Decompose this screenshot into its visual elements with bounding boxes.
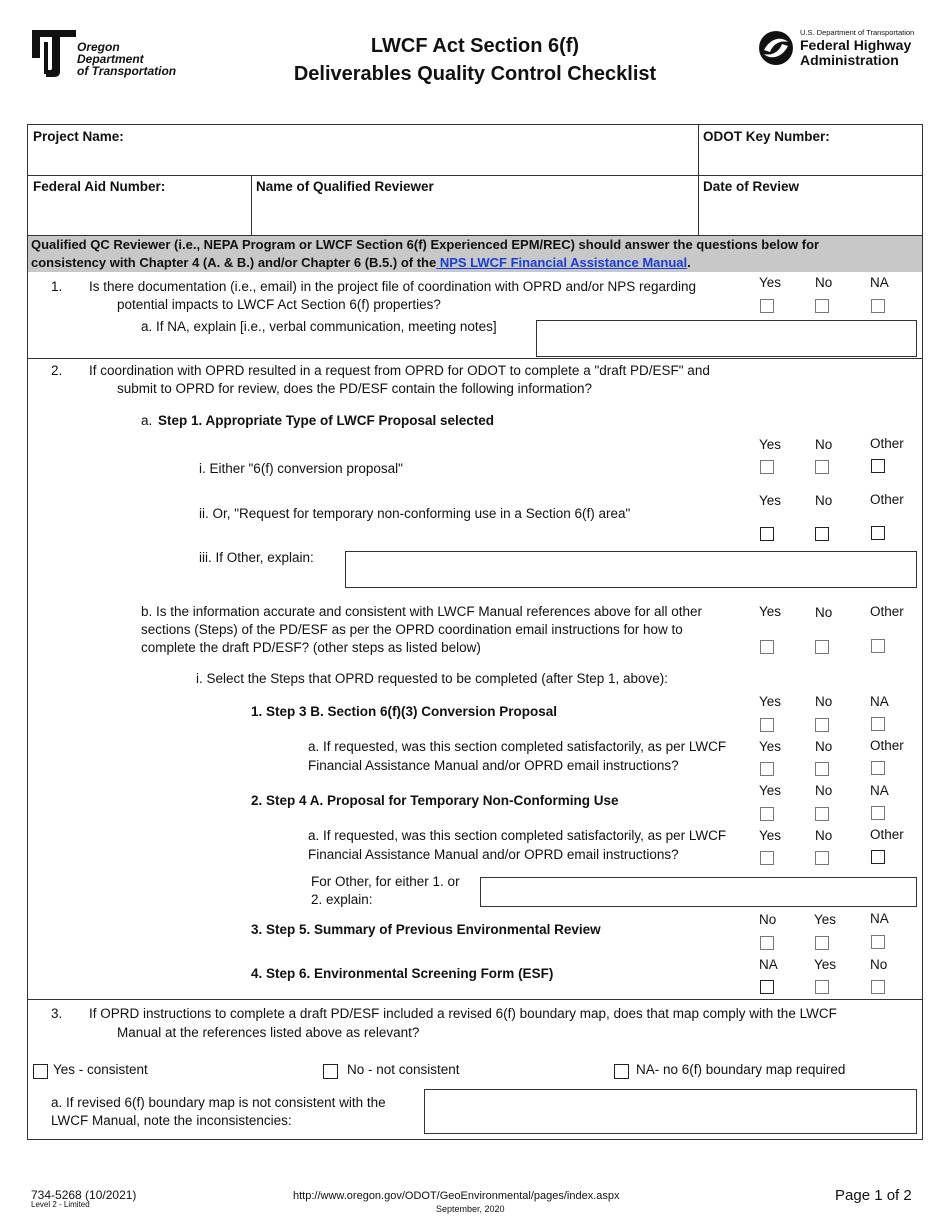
q2a-ii-other-checkbox[interactable] xyxy=(871,526,885,540)
step1-no-checkbox[interactable] xyxy=(815,718,829,732)
q2a-prefix: a. xyxy=(141,413,153,428)
federal-aid-label: Federal Aid Number: xyxy=(33,179,166,194)
q2a-ii-other-label: Other xyxy=(870,492,904,507)
q2a-ii-no-checkbox[interactable] xyxy=(815,527,829,541)
step3-no-checkbox[interactable] xyxy=(760,936,774,950)
q1-number: 1. xyxy=(51,279,63,294)
step2-a-no-label: No xyxy=(815,828,833,843)
step4-yes-label: Yes xyxy=(814,957,837,972)
step1-a-other-label: Other xyxy=(870,738,904,753)
fhwa-line2: Administration xyxy=(800,52,899,68)
q2b-yes-checkbox[interactable] xyxy=(760,640,774,654)
fhwa-small: U.S. Department of Transportation xyxy=(800,28,915,37)
q1-yes-checkbox[interactable] xyxy=(760,299,774,313)
row-divider xyxy=(27,999,923,1000)
q1-na-label: NA xyxy=(870,275,889,290)
q2b-other-label: Other xyxy=(870,604,904,619)
odot-logo-line3: of Transportation xyxy=(77,64,177,78)
step4-na-checkbox[interactable] xyxy=(760,980,774,994)
odot-key-label: ODOT Key Number: xyxy=(703,129,830,144)
q2b-no-label: No xyxy=(815,605,833,620)
step2-a-line1: a. If requested, was this section completed satisfactorily, as per LWCF xyxy=(308,828,727,843)
row-divider xyxy=(27,358,923,359)
step1-a-no-checkbox[interactable] xyxy=(815,762,829,776)
step1-no-label: No xyxy=(815,694,833,709)
step2-na-checkbox[interactable] xyxy=(871,806,885,820)
q2a-i-yes-label: Yes xyxy=(759,437,782,452)
q3-yes-checkbox[interactable] xyxy=(33,1064,48,1079)
q3-no-checkbox[interactable] xyxy=(323,1064,338,1079)
q3-number: 3. xyxy=(51,1006,63,1021)
footer-url: http://www.oregon.gov/ODOT/GeoEnvironmental/pages/index.aspx xyxy=(293,1190,620,1202)
col-divider xyxy=(251,175,252,235)
q2b-text-line1: b. Is the information accurate and consistent with LWCF Manual references above for all other xyxy=(141,604,703,619)
q1-yes-label: Yes xyxy=(759,275,782,290)
page-title-line2: Deliverables Quality Control Checklist xyxy=(293,63,657,85)
q3-a-line2: LWCF Manual, note the inconsistencies: xyxy=(51,1113,292,1128)
step1-yes-label: Yes xyxy=(759,694,782,709)
q2a-i-no-checkbox[interactable] xyxy=(815,460,829,474)
step1-a-yes-label: Yes xyxy=(759,739,782,754)
q3-a-line1: a. If revised 6(f) boundary map is not consistent with the xyxy=(51,1095,386,1110)
q2-number: 2. xyxy=(51,363,63,378)
step2-title: 2. Step 4 A. Proposal for Temporary Non-Conforming Use xyxy=(251,793,619,808)
step2-a-other-checkbox[interactable] xyxy=(871,850,885,864)
step1-yes-checkbox[interactable] xyxy=(760,718,774,732)
instruction-line2-end: . xyxy=(687,255,691,270)
q1-no-checkbox[interactable] xyxy=(815,299,829,313)
q2b-other-checkbox[interactable] xyxy=(871,639,885,653)
q3-na-checkbox[interactable] xyxy=(614,1064,629,1079)
q2-text-line2: submit to OPRD for review, does the PD/ESF contain the following information? xyxy=(117,381,592,396)
other-explain-line1: For Other, for either 1. or xyxy=(311,874,460,889)
step4-title: 4. Step 6. Environmental Screening Form (ESF) xyxy=(251,966,554,981)
q2b-i-text: i. Select the Steps that OPRD requested to be completed (after Step 1, above): xyxy=(196,671,669,686)
instruction-line2-text: consistency with Chapter 4 (A. & B.) and/or Chapter 6 (B.5.) of the xyxy=(31,255,437,270)
step4-na-label: NA xyxy=(759,957,778,972)
q1-a-label: a. If NA, explain [i.e., verbal communication, meeting notes] xyxy=(141,319,497,334)
q2b-text-line3: complete the draft PD/ESF? (other steps as listed below) xyxy=(141,640,481,655)
instruction-line2 xyxy=(31,255,691,271)
q2a-iii-text: iii. If Other, explain: xyxy=(199,550,314,565)
step3-na-label: NA xyxy=(870,911,889,926)
q3-no-label: No - not consistent xyxy=(347,1062,460,1077)
step2-no-label: No xyxy=(815,783,833,798)
q2a-title: Step 1. Appropriate Type of LWCF Proposal selected xyxy=(158,413,495,428)
step1-a-yes-checkbox[interactable] xyxy=(760,762,774,776)
q2b-no-checkbox[interactable] xyxy=(815,640,829,654)
q1-no-label: No xyxy=(815,275,833,290)
page-number: Page 1 of 2 xyxy=(835,1187,912,1204)
page-title-line1: LWCF Act Section 6(f) xyxy=(370,35,580,57)
q2a-ii-yes-label: Yes xyxy=(759,493,782,508)
step4-no-label: No xyxy=(870,957,888,972)
step4-no-checkbox[interactable] xyxy=(871,980,885,994)
col-divider xyxy=(698,124,699,235)
q2b-text-line2: sections (Steps) of the PD/ESF as per the OPRD coordination email instructions for how to xyxy=(141,622,683,637)
odot-logo-line1: Oregon xyxy=(77,40,120,54)
step2-a-line2: Financial Assistance Manual and/or OPRD email instructions? xyxy=(308,847,679,862)
q2a-i-yes-checkbox[interactable] xyxy=(760,460,774,474)
step2-yes-checkbox[interactable] xyxy=(760,807,774,821)
q3-inconsistencies-field[interactable] xyxy=(424,1089,917,1134)
odot-logo-line2: Department xyxy=(77,52,144,66)
q2a-i-other-checkbox[interactable] xyxy=(871,459,885,473)
step1-a-line2: Financial Assistance Manual and/or OPRD email instructions? xyxy=(308,758,679,773)
step1-a-other-checkbox[interactable] xyxy=(871,761,885,775)
step3-no-label: No xyxy=(759,912,777,927)
step1-a-no-label: No xyxy=(815,739,833,754)
step2-a-no-checkbox[interactable] xyxy=(815,851,829,865)
fhwa-logo-mark-icon xyxy=(758,30,794,66)
fhwa-logo xyxy=(758,28,923,70)
step1-a-line1: a. If requested, was this section completed satisfactorily, as per LWCF xyxy=(308,739,727,754)
row-divider xyxy=(27,175,923,176)
step2-yes-label: Yes xyxy=(759,783,782,798)
reviewer-label: Name of Qualified Reviewer xyxy=(256,179,434,194)
q2a-i-no-label: No xyxy=(815,437,833,452)
step1-na-label: NA xyxy=(870,694,889,709)
other-explain-line2: 2. explain: xyxy=(311,892,373,907)
q2a-iii-explain-field[interactable] xyxy=(345,551,917,588)
step2-no-checkbox[interactable] xyxy=(815,807,829,821)
step1-na-checkbox[interactable] xyxy=(871,717,885,731)
step3-title: 3. Step 5. Summary of Previous Environmental Review xyxy=(251,922,601,937)
nps-manual-link[interactable]: NPS LWCF Financial Assistance Manual xyxy=(436,255,688,270)
q3-na-label: NA- no 6(f) boundary map required xyxy=(636,1062,846,1077)
step3-na-checkbox[interactable] xyxy=(871,935,885,949)
q2a-ii-text: ii. Or, "Request for temporary non-conforming use in a Section 6(f) area" xyxy=(199,506,631,521)
step2-a-yes-checkbox[interactable] xyxy=(760,851,774,865)
step3-yes-checkbox[interactable] xyxy=(815,936,829,950)
q2b-yes-label: Yes xyxy=(759,604,782,619)
q2a-ii-no-label: No xyxy=(815,493,833,508)
q1-text-line1: Is there documentation (i.e., email) in the project file of coordination with OPRD and/or NPS regarding xyxy=(89,279,697,294)
step2-a-other-label: Other xyxy=(870,827,904,842)
q1-explain-field[interactable] xyxy=(536,320,917,357)
q3-yes-label: Yes - consistent xyxy=(53,1062,148,1077)
q1-text-line2: potential impacts to LWCF Act Section 6(f) properties? xyxy=(117,297,441,312)
footer-date: September, 2020 xyxy=(436,1204,505,1214)
step2-a-yes-label: Yes xyxy=(759,828,782,843)
review-date-label: Date of Review xyxy=(703,179,800,194)
q2a-ii-yes-checkbox[interactable] xyxy=(760,527,774,541)
step2-na-label: NA xyxy=(870,783,889,798)
q3-text-line1: If OPRD instructions to complete a draft PD/ESF included a revised 6(f) boundary map, does that map comply with the LWCF xyxy=(89,1006,837,1021)
q2a-i-other-label: Other xyxy=(870,436,904,451)
step4-yes-checkbox[interactable] xyxy=(815,980,829,994)
q2-text-line1: If coordination with OPRD resulted in a request from OPRD for ODOT to complete a "draft PD/ESF" and xyxy=(89,363,710,378)
form-number: 734-5268 (10/2021) xyxy=(31,1188,137,1202)
instruction-line1: Qualified QC Reviewer (i.e., NEPA Program or LWCF Section 6(f) Experienced EPM/REC) should answer the questions below for xyxy=(31,237,820,252)
access-level: Level 2 - Limited xyxy=(31,1200,90,1209)
other-explain-field[interactable] xyxy=(480,877,917,907)
q1-na-checkbox[interactable] xyxy=(871,299,885,313)
project-name-label: Project Name: xyxy=(33,129,124,144)
step3-yes-label: Yes xyxy=(814,912,837,927)
q2a-i-text: i. Either "6(f) conversion proposal" xyxy=(199,461,403,476)
q3-text-line2: Manual at the references listed above as relevant? xyxy=(117,1025,420,1040)
fhwa-line1: Federal Highway xyxy=(800,37,912,53)
step1-title: 1. Step 3 B. Section 6(f)(3) Conversion Proposal xyxy=(251,704,558,719)
